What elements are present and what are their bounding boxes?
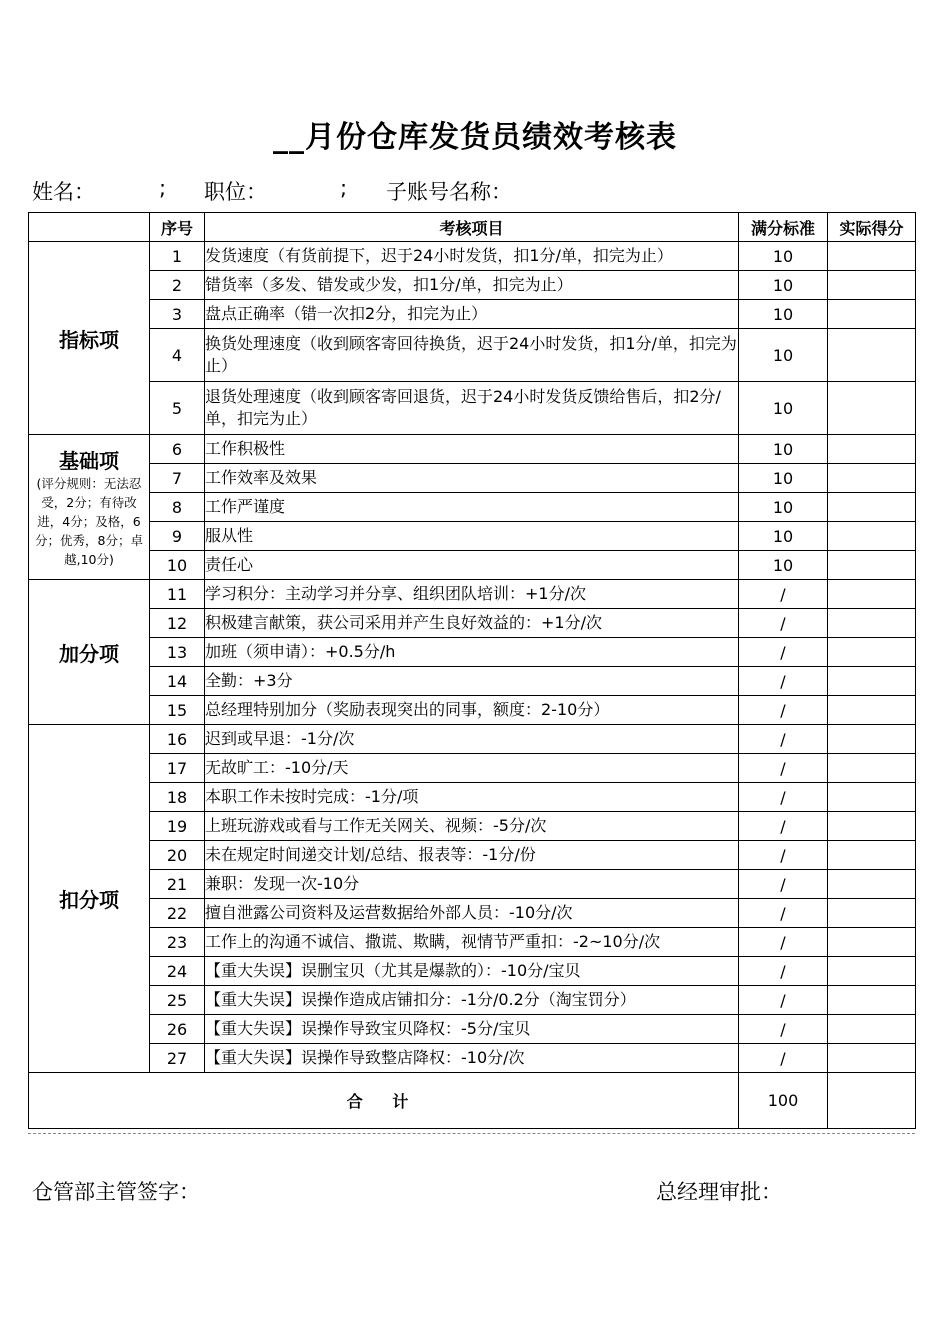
- separator: ;: [159, 176, 167, 200]
- row-full-score: /: [739, 667, 828, 696]
- table-row: [29, 493, 916, 522]
- table-row: [29, 464, 916, 493]
- row-full-score: /: [739, 696, 828, 725]
- row-item: 【重大失误】误删宝贝（尤其是爆款的）：-10分/宝贝: [205, 957, 739, 986]
- row-item: 擅自泄露公司资料及运营数据给外部人员：-10分/次: [205, 899, 739, 928]
- table-row: [29, 271, 916, 300]
- row-actual-score[interactable]: [828, 899, 916, 928]
- row-actual-score[interactable]: [828, 841, 916, 870]
- table-row: [29, 1044, 916, 1073]
- table-row: [29, 870, 916, 899]
- row-item: 【重大失误】误操作导致整店降权：-10分/次: [205, 1044, 739, 1073]
- header-no: 序号: [150, 213, 205, 242]
- table-row: [29, 986, 916, 1015]
- row-full-score: /: [739, 870, 828, 899]
- row-actual-score[interactable]: [828, 725, 916, 754]
- row-full-score: /: [739, 1015, 828, 1044]
- row-no: 6: [150, 435, 205, 464]
- row-no: 19: [150, 812, 205, 841]
- row-item: 兼职：发现一次-10分: [205, 870, 739, 899]
- row-no: 17: [150, 754, 205, 783]
- row-no: 5: [150, 382, 205, 435]
- table-row: [29, 242, 916, 271]
- table-row: [29, 812, 916, 841]
- row-item: 未在规定时间递交计划/总结、报表等：-1分/份: [205, 841, 739, 870]
- total-label: 合 计: [29, 1073, 739, 1129]
- row-no: 26: [150, 1015, 205, 1044]
- row-full-score: 10: [739, 551, 828, 580]
- row-item: 【重大失误】误操作导致宝贝降权：-5分/宝贝: [205, 1015, 739, 1044]
- category-name: 基础项: [59, 449, 119, 473]
- header-full-score: 满分标准: [739, 213, 828, 242]
- row-item: 迟到或早退：-1分/次: [205, 725, 739, 754]
- row-item: 工作积极性: [205, 435, 739, 464]
- row-no: 9: [150, 522, 205, 551]
- category-name: 加分项: [59, 641, 119, 666]
- header-actual-score: 实际得分: [828, 213, 916, 242]
- row-actual-score[interactable]: [828, 242, 916, 271]
- row-actual-score[interactable]: [828, 522, 916, 551]
- manager-approval-label: 总经理审批：: [656, 1180, 782, 1204]
- row-full-score: /: [739, 754, 828, 783]
- row-actual-score[interactable]: [828, 493, 916, 522]
- table-row: [29, 725, 916, 754]
- row-item: 服从性: [205, 522, 739, 551]
- table-row: [29, 329, 916, 382]
- table-row: [29, 551, 916, 580]
- row-actual-score[interactable]: [828, 609, 916, 638]
- table-row: [29, 638, 916, 667]
- row-no: 8: [150, 493, 205, 522]
- row-actual-score[interactable]: [828, 812, 916, 841]
- row-no: 13: [150, 638, 205, 667]
- evaluation-table: [28, 212, 916, 1129]
- row-full-score: /: [739, 725, 828, 754]
- row-no: 27: [150, 1044, 205, 1073]
- row-actual-score[interactable]: [828, 696, 916, 725]
- row-no: 20: [150, 841, 205, 870]
- row-full-score: 10: [739, 329, 828, 382]
- row-no: 2: [150, 271, 205, 300]
- separator: ;: [340, 176, 348, 200]
- row-no: 18: [150, 783, 205, 812]
- row-full-score: /: [739, 986, 828, 1015]
- row-no: 24: [150, 957, 205, 986]
- row-full-score: /: [739, 957, 828, 986]
- row-item: 【重大失误】误操作造成店铺扣分：-1分/0.2分（淘宝罚分）: [205, 986, 739, 1015]
- row-no: 4: [150, 329, 205, 382]
- row-full-score: /: [739, 609, 828, 638]
- table-row: [29, 783, 916, 812]
- total-actual-score[interactable]: [828, 1073, 916, 1129]
- row-item: 工作严谨度: [205, 493, 739, 522]
- total-full-score: 100: [739, 1073, 828, 1129]
- row-actual-score[interactable]: [828, 870, 916, 899]
- row-actual-score[interactable]: [828, 300, 916, 329]
- row-actual-score[interactable]: [828, 271, 916, 300]
- row-actual-score[interactable]: [828, 580, 916, 609]
- table-row: [29, 522, 916, 551]
- row-item: 工作上的沟通不诚信、撒谎、欺瞒，视情节严重扣：-2~10分/次: [205, 928, 739, 957]
- table-row: [29, 609, 916, 638]
- row-no: 16: [150, 725, 205, 754]
- row-no: 3: [150, 300, 205, 329]
- row-actual-score[interactable]: [828, 1015, 916, 1044]
- row-actual-score[interactable]: [828, 1044, 916, 1073]
- row-item: 退货处理速度（收到顾客寄回退货，迟于24小时发货反馈给售后，扣2分/单，扣完为止）: [205, 382, 739, 435]
- row-actual-score[interactable]: [828, 464, 916, 493]
- row-full-score: 10: [739, 522, 828, 551]
- row-actual-score[interactable]: [828, 986, 916, 1015]
- row-item: 总经理特别加分（奖励表现突出的同事，额度：2-10分）: [205, 696, 739, 725]
- category-cell: [29, 242, 150, 435]
- category-cell: [29, 435, 150, 580]
- row-no: 12: [150, 609, 205, 638]
- row-actual-score[interactable]: [828, 638, 916, 667]
- table-row: [29, 899, 916, 928]
- row-no: 1: [150, 242, 205, 271]
- row-item: 工作效率及效果: [205, 464, 739, 493]
- row-item: 责任心: [205, 551, 739, 580]
- row-actual-score[interactable]: [828, 551, 916, 580]
- row-full-score: /: [739, 812, 828, 841]
- row-full-score: 10: [739, 464, 828, 493]
- row-full-score: 10: [739, 271, 828, 300]
- row-full-score: 10: [739, 242, 828, 271]
- name-label: 姓名：: [32, 180, 95, 204]
- row-no: 11: [150, 580, 205, 609]
- row-full-score: /: [739, 1044, 828, 1073]
- row-actual-score[interactable]: [828, 329, 916, 382]
- category-cell: [29, 725, 150, 1073]
- row-full-score: /: [739, 580, 828, 609]
- total-row: [29, 1073, 916, 1129]
- row-no: 21: [150, 870, 205, 899]
- row-full-score: /: [739, 899, 828, 928]
- category-name: 指标项: [59, 327, 119, 352]
- row-item: 无故旷工：-10分/天: [205, 754, 739, 783]
- row-full-score: /: [739, 638, 828, 667]
- table-row: [29, 580, 916, 609]
- table-row: [29, 696, 916, 725]
- row-actual-score[interactable]: [828, 382, 916, 435]
- row-item: 学习积分：主动学习并分享、组织团队培训：+1分/次: [205, 580, 739, 609]
- row-full-score: 10: [739, 435, 828, 464]
- header-item: 考核项目: [205, 213, 739, 242]
- row-full-score: 10: [739, 382, 828, 435]
- header-row: [29, 213, 916, 242]
- category-note: (评分规则：无法忍受，2分；有待改进，4分；及格，6分；优秀，8分；卓越,10分): [35, 476, 143, 567]
- row-no: 10: [150, 551, 205, 580]
- row-item: 发货速度（有货前提下，迟于24小时发货，扣1分/单，扣完为止）: [205, 242, 739, 271]
- table-row: [29, 1015, 916, 1044]
- row-full-score: 10: [739, 300, 828, 329]
- table-row: [29, 841, 916, 870]
- category-name: 扣分项: [59, 888, 119, 912]
- row-actual-score[interactable]: [828, 754, 916, 783]
- row-item: 盘点正确率（错一次扣2分，扣完为止）: [205, 300, 739, 329]
- table-row: [29, 382, 916, 435]
- table-row: [29, 435, 916, 464]
- row-item: 全勤：+3分: [205, 667, 739, 696]
- row-no: 14: [150, 667, 205, 696]
- divider: [28, 1133, 915, 1134]
- row-item: 积极建言献策，获公司采用并产生良好效益的：+1分/次: [205, 609, 739, 638]
- row-actual-score[interactable]: [828, 957, 916, 986]
- table-row: [29, 754, 916, 783]
- page-title: __月份仓库发货员绩效考核表: [273, 120, 677, 155]
- row-item: 本职工作未按时完成：-1分/项: [205, 783, 739, 812]
- row-item: 错货率（多发、错发或少发，扣1分/单，扣完为止）: [205, 271, 739, 300]
- row-actual-score[interactable]: [828, 783, 916, 812]
- table-row: [29, 928, 916, 957]
- row-no: 25: [150, 986, 205, 1015]
- row-item: 上班玩游戏或看与工作无关网关、视频：-5分/次: [205, 812, 739, 841]
- row-full-score: /: [739, 928, 828, 957]
- table-row: [29, 667, 916, 696]
- row-actual-score[interactable]: [828, 435, 916, 464]
- table-row: [29, 957, 916, 986]
- table-row: [29, 300, 916, 329]
- row-full-score: /: [739, 783, 828, 812]
- row-no: 22: [150, 899, 205, 928]
- row-item: 换货处理速度（收到顾客寄回待换货，迟于24小时发货，扣1分/单，扣完为止）: [205, 329, 739, 382]
- row-no: 23: [150, 928, 205, 957]
- row-full-score: /: [739, 841, 828, 870]
- row-actual-score[interactable]: [828, 928, 916, 957]
- row-actual-score[interactable]: [828, 667, 916, 696]
- row-item: 加班（须申请）：+0.5分/h: [205, 638, 739, 667]
- position-label: 职位：: [204, 180, 267, 204]
- row-no: 7: [150, 464, 205, 493]
- row-full-score: 10: [739, 493, 828, 522]
- row-no: 15: [150, 696, 205, 725]
- supervisor-signature-label: 仓管部主管签字：: [32, 1180, 200, 1204]
- header-category: [29, 213, 150, 242]
- category-cell: [29, 580, 150, 725]
- account-name-label: 子账号名称：: [386, 180, 512, 204]
